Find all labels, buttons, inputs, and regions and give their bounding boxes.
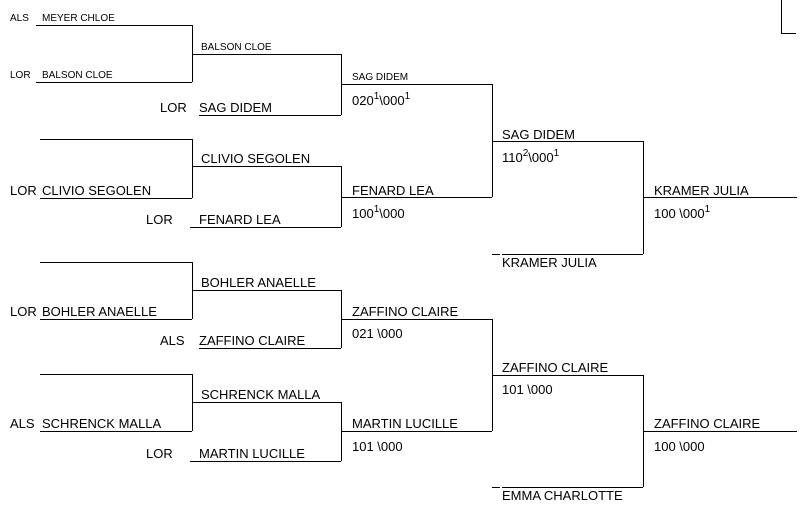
entry-club: LOR [146,212,173,227]
bracket-line [341,84,492,85]
bracket-line [192,139,193,198]
bracket-line [40,139,192,140]
bracket-line [341,431,492,432]
bracket-line [199,348,341,349]
bracket-line [492,254,500,255]
bracket-line [40,374,192,375]
bracket-line [40,198,192,199]
match-winner-name: CLIVIO SEGOLEN [201,151,311,166]
match-score: 101 \000 [502,382,553,397]
bye-entry-name: KRAMER JULIA [502,255,597,270]
entry-name: MEYER CHLOE [42,13,115,24]
bracket-line [492,141,643,142]
bracket-line [502,254,643,255]
bye-entry-name: EMMA CHARLOTTE [502,488,623,503]
match-winner-name: ZAFFINO CLAIRE [352,304,459,319]
entry-name: FENARD LEA [199,212,281,227]
entry-name: BALSON CLOE [42,70,113,81]
bracket-line [643,197,797,198]
bracket-line [192,166,341,167]
match-winner-name: KRAMER JULIA [654,183,749,198]
match-winner-name: SCHRENCK MALLA [201,387,321,402]
match-score: 100 \000 [654,439,705,454]
entry-club: LOR [10,70,31,81]
entry-name: ZAFFINO CLAIRE [199,333,306,348]
bracket-line [502,487,643,488]
match-winner-name: BALSON CLOE [201,42,272,53]
bracket-line [341,319,492,320]
bracket-line [492,487,500,488]
entry-name: BOHLER ANAELLE [42,304,157,319]
entry-club: ALS [160,333,185,348]
bracket-line [36,25,192,26]
entry-name: CLIVIO SEGOLEN [42,183,152,198]
match-score: $020^1\backslash 000^1$ [352,91,411,108]
bracket-line [190,227,341,228]
match-winner-name: SAG DIDEM [352,72,409,83]
bracket-line [190,461,341,462]
match-winner-name: ZAFFINO CLAIRE [654,416,761,431]
entry-club: LOR [10,304,37,319]
bracket-line [341,197,492,198]
match-winner-name: BOHLER ANAELLE [201,275,316,290]
match-winner-name: FENARD LEA [352,183,434,198]
bracket-line [492,375,643,376]
match-winner-name: ZAFFINO CLAIRE [502,360,609,375]
bracket-line [781,0,782,33]
match-score: 021 \000 [352,326,403,341]
match-score: 100 $\backslash 000^1$ [654,204,711,221]
match-score: $100^1\backslash 000$ [352,204,405,221]
entry-name: SAG DIDEM [199,100,272,115]
match-score: $110^2\backslash 000^1$ [502,148,560,165]
bracket-line [36,82,192,83]
entry-name: MARTIN LUCILLE [199,446,305,461]
bracket-line [192,54,341,55]
bracket-line [40,262,192,263]
match-winner-name: MARTIN LUCILLE [352,416,458,431]
bracket-line [781,33,796,34]
entry-club: ALS [10,416,35,431]
match-score: 101 \000 [352,439,403,454]
bracket-line [199,115,341,116]
entry-club: LOR [10,183,37,198]
entry-club: ALS [10,13,29,24]
entry-club: LOR [146,446,173,461]
bracket-line [40,319,192,320]
entry-club: LOR [160,100,187,115]
bracket-line [192,290,341,291]
bracket-line [643,431,797,432]
bracket-line [40,431,192,432]
match-winner-name: SAG DIDEM [502,127,575,142]
entry-name: SCHRENCK MALLA [42,416,162,431]
bracket-line [192,402,341,403]
